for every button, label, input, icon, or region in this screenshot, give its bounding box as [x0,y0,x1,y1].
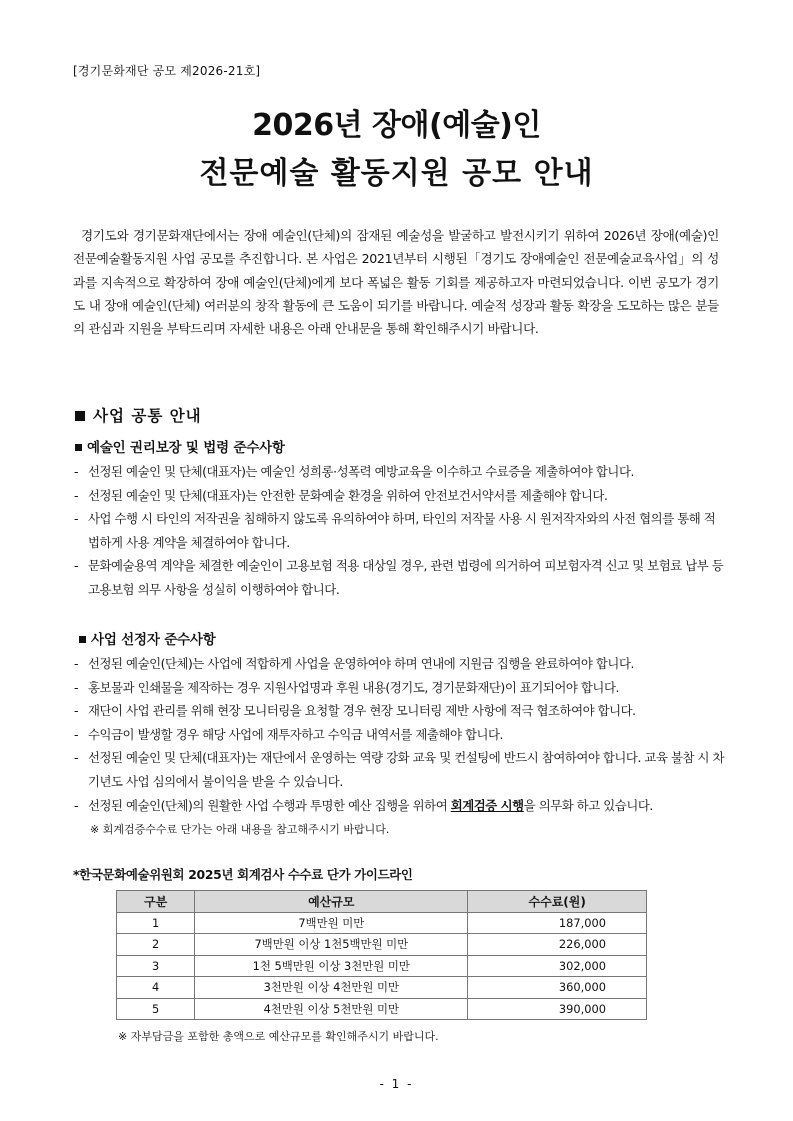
rights-list [74,460,724,602]
notice-number: [경기문화재단 공모 제2026-21호] [73,64,261,78]
table-row: 2 7백만원 이상 1천5백만원 미만 226,000 [117,934,647,956]
header-budget: 예산규모 [195,891,468,913]
selected-list [74,652,724,817]
title-line-2: 전문예술 활동지원 공모 안내 [199,156,594,191]
subsection-heading-rights: 예술인 권리보장 및 법령 준수사항 [75,436,285,456]
list-item: - 수익금이 발생할 경우 해당 사업에 재투자하고 수익금 내역서를 제출해야 합니다. [74,726,504,742]
header-fee: 수수료(원) [468,891,647,913]
subsection-heading-selected: 사업 선정자 준수사항 [79,628,216,648]
header-category: 구분 [117,891,195,913]
table-row: 3 1천 5백만원 이상 3천만원 미만 302,000 [117,955,647,977]
section-heading-common: 사업 공통 안내 [75,404,202,426]
list-item: - 선정된 예술인 및 단체(대표자)는 재단에서 운영하는 역량 강화 교육 및 컨설팅에 반드시 참여하여야 합니다. 교육 불참 시 차기년도 사업 심의에서 불이익을 받을 수 있습니다. [74,750,725,789]
list-item: - 재단이 사업 관리를 위해 현장 모니터링을 요청할 경우 현장 모니터링 제반 사항에 적극 협조하여야 합니다. [74,703,636,719]
list-item: - 선정된 예술인(단체)의 원활한 사업 수행과 투명한 예산 집행을 위하여 회계검증 시행을 의무화 하고 있습니다. [74,797,653,813]
list-item: - 홍보물과 인쇄물을 제작하는 경우 지원사업명과 후원 내용(경기도, 경기문화재단)이 표기되어야 합니다. [74,679,619,695]
table-header-row [117,891,647,913]
accounting-note: ※ 회계검증수수료 단가는 아래 내용을 참고해주시기 바랍니다. [90,823,390,836]
small-square-bullet-icon [79,636,86,643]
list-item: - 문화예술용역 계약을 체결한 예술인이 고용보험 적용 대상일 경우, 관련 법령에 의거하여 피보험자격 신고 및 보험료 납부 등 고용보험 의무 사항을 성실히 이행하여야 합니다. [74,558,724,597]
table-row: 1 7백만원 미만 187,000 [117,912,647,934]
fee-table [116,890,647,1020]
intro-paragraph [73,224,719,340]
square-bullet-icon [75,411,85,421]
table-row: 4 3천만원 이상 4천만원 미만 360,000 [117,977,647,999]
list-item: - 선정된 예술인(단체)는 사업에 적합하게 사업을 운영하여야 하며 연내에 지원금 집행을 완료하여야 합니다. [74,656,634,671]
list-item: - 선정된 예술인 및 단체(대표자)는 안전한 문화예술 환경을 위하여 안전보건서약서를 제출해야 합니다. [74,487,608,503]
small-square-bullet-icon [75,444,82,451]
fee-table-title: *한국문화예술위원회 2025년 회계검사 수수료 단가 가이드라인 [73,867,413,882]
accounting-verification-emphasis: 회계검증 시행 [450,797,524,813]
list-item: - 선정된 예술인 및 단체(대표자)는 예술인 성희롱·성폭력 예방교육을 이수하고 수료증을 제출하여야 합니다. [74,464,634,479]
table-row: 5 4천만원 이상 5천만원 미만 390,000 [117,998,647,1020]
page-number: - 1 - [379,1077,414,1091]
title-line-1: 2026년 장애(예술)인 [252,108,541,143]
intro-text: 경기도와 경기문화재단에서는 장애 예술인(단체)의 잠재된 예술성을 발굴하고 발전시키기 위하여 2026년 장애(예술)인 전문예술활동지원 사업 공모를 추진합니다. 본 사업은 2021년부터 시행된「경기도 장애예술인 전문예술교육사업」의 성과를 지속적으로 확장하여 장애 예술인(단체)에게 보다 폭넓은 활동 기회를 제공하고자 마련되었습니다. 이번 공모가 경기도 내 장애 예술인(단체) 여러분의 창작 활동에 큰 도움이 되기를 바랍니다. 예술적 성장과 활동 확장을 도모하는 많은 분들의 관심과 지원을 부탁드리며 자세한 내용은 아래 안내문을 통해 확인해주시기 바랍니다. [73,228,719,337]
budget-note: ※ 자부담금을 포함한 총액으로 예산규모를 확인해주시기 바랍니다. [118,1030,439,1043]
list-item: - 사업 수행 시 타인의 저작권을 침해하지 않도록 유의하여야 하며, 타인의 저작물 사용 시 원저작자와의 사전 협의를 통해 적법하게 사용 계약을 체결하여야 합니다. [74,511,716,550]
